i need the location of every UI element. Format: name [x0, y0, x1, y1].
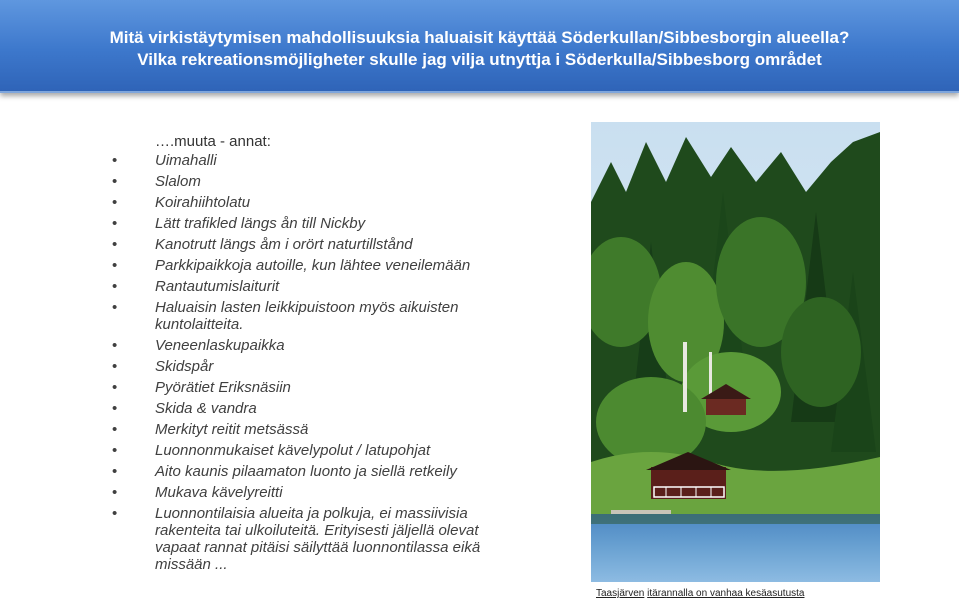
title-finnish: Mitä virkistäytymisen mahdollisuuksia haluaisit käyttää Söderkullan/Sibbesborgin alueella?	[109, 28, 850, 47]
list-item: • Skidspår	[112, 358, 502, 375]
list-item: • Aito kaunis pilaamaton luonto ja siellä retkeily	[112, 463, 502, 480]
list-item: • Parkkipaikkoja autoille, kun lähtee veneilemään	[112, 257, 502, 274]
list-item: • Rantautumislaiturit	[112, 278, 502, 295]
caption-place: Taasjärven	[596, 588, 645, 599]
caption-description: itärannalla on vanhaa kesäasutusta	[647, 588, 805, 599]
list-item: • Slalom	[112, 173, 502, 190]
answer-list	[112, 152, 502, 577]
list-item: • Luonnonmukaiset kävelypolut / latupohjat	[112, 442, 502, 459]
list-item: • Haluaisin lasten leikkipuistoon myös aikuisten kuntolaitteita.	[112, 299, 502, 333]
list-item: • Merkityt reitit metsässä	[112, 421, 502, 438]
list-item: • Mukava kävelyreitti	[112, 484, 502, 501]
list-item: • Uimahalli	[112, 152, 502, 169]
intro-text: ….muuta - annat:	[155, 133, 271, 150]
lake-shore-photo	[591, 122, 880, 582]
slide-title-banner	[0, 0, 959, 93]
list-item: • Kanotrutt längs åm i orört naturtillstånd	[112, 236, 502, 253]
list-item: • Pyörätiet Eriksnäsiin	[112, 379, 502, 396]
list-item: • Koirahiihtolatu	[112, 194, 502, 211]
title-swedish: Vilka rekreationsmöjligheter skulle jag vilja utnyttja i Söderkulla/Sibbesborg området	[137, 50, 822, 69]
list-item: • Skida & vandra	[112, 400, 502, 417]
photo-caption	[596, 588, 804, 599]
list-item: • Veneenlaskupaikka	[112, 337, 502, 354]
list-item: • Lätt trafikled längs ån till Nickby	[112, 215, 502, 232]
list-item: • Luonnontilaisia alueita ja polkuja, ei massiivisia rakenteita tai ulkoiluteitä. Erityisesti jäljellä olevat vapaat rannat pitäisi säilyttää luonnontilassa eikä missään ...	[112, 505, 502, 573]
